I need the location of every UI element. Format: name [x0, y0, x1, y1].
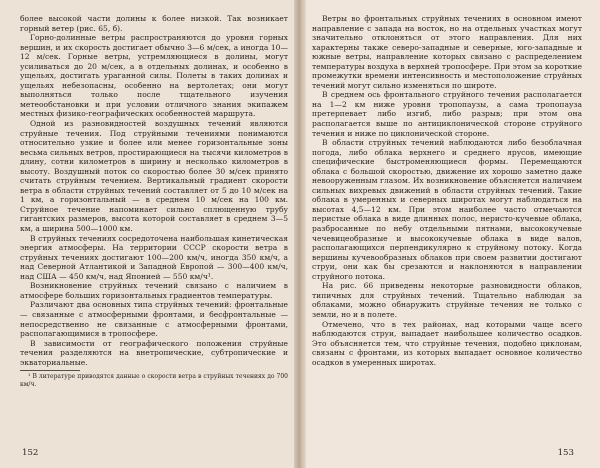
left-page-body [20, 14, 288, 388]
paragraph: Ветры во фронтальных струйных течениях в основном имеют направление с запада на восток, но на отдельных участках могут значительно отклоняться от этого направления. Для них характерны также северо-западные и северные, юго-западные и южные ветры, направление которых связано с распределением температуры воздуха в верхней тропосфере. При этом за короткие промежутки времени интенсивность и местоположение струйных течений могут сильно изменяться по широте. [312, 14, 582, 90]
page-number: 153 [557, 448, 574, 458]
paragraph: В области струйных течений наблюдаются либо безоблачная погода, либо облака верхнего и среднего ярусов, имеющие специфические быстроменяющиеся формы. Перемещаются облака с большой скоростью, движение их хорошо заметно даже невооруженным глазом. Их возникновение объясняется наличием сильных вихревых движений в области струйных течений. Такие облака в умеренных и северных широтах могут наблюдаться на высотах 4,5—12 км. При этом наиболее часто отмечаются перистые облака в виде длинных полос, неристо-кучевые облака, разбросанные по небу отдельными пятнами, высококучевые чечевицеобразные и высококучевые облака в виде валов, располагающихся перпендикулярно к струйному потоку. Когда вершины кучевообразных облаков при своем развитии достигают струи, они как бы срезаются и наклоняются в направлении струйного потока. [312, 138, 582, 281]
page-number: 152 [22, 448, 39, 458]
footnote: ¹ В литературе приводятся данные о скорости ветра в струйных течениях до 700 км/ч. [20, 373, 288, 388]
paragraph: В среднем ось фронтального струйного течения располагается на 1—2 км ниже уровня тропопаузы, а сама тропопауза претерпевает либо изгиб, либо разрыв; при этом она располагается выше по антициклонической стороне струйного течения и ниже по циклонической стороне. [312, 90, 582, 138]
paragraph: В струйных течениях сосредоточена наибольшая кинетическая энергия атмосферы. На территории СССР скорости ветра в струйных течениях достигают 100—200 км/ч, иногда 350 км/ч, а над Северной Атлантикой и Западной Европой — 300—400 км/ч, над США — 450 км/ч, над Японией — 550 км/ч¹. [20, 233, 288, 281]
paragraph: Отмечено, что в тех районах, над которыми чаще всего наблюдаются струи, выпадает наибольшее количество осадков. Это объясняется тем, что струйные течения, подобно циклонам, связаны с фронтами, из которых выпадает основное количество осадков в умеренных широтах. [312, 319, 582, 367]
paragraph: Возникновение струйных течений связано с наличием в атмосфере больших горизонтальных градиентов температуры. [20, 281, 288, 300]
paragraph: Горно-долинные ветры распространяются до уровня горных вершин, и их скорость достигает обычно 3—6 м/сек, а иногда 10—12 м/сек. Горные ветры, устремляющиеся в долины, могут усиливаться до 20 м/сек, а в отдельных долинах, и особенно в ущельях, достигать ураганной силы. Полеты в таких долинах и ущельях небезопасны, особенно на вертолетах; они могут выполняться только после тщательного изучения метеообстановки и при условии отличного знания экипажем местных физико-географических особенностей маршрута. [20, 33, 288, 119]
paragraph: Различают два основных типа струйных течений: фронтальные — связанные с атмосферными фронтами, и бесфронтальные — непосредственно не связанные с атмосферными фронтами, располагающимися в тропосфере. [20, 300, 288, 339]
footnote-rule [20, 370, 80, 371]
right-page [300, 0, 600, 468]
paragraph: более высокой части долины к более низкой. Так возникает горный ветер (рис. 65, б). [20, 14, 288, 33]
book-gutter [294, 0, 306, 468]
paragraph: На рис. 66 приведены некоторые разновидности облаков, типичных для струйных течений. Тщательно наблюдая за облаками, можно обнаружить струйные течения не только с земли, но и в полете. [312, 281, 582, 319]
paragraph: В зависимости от географического положения струйные течения разделяются на внетропические, субтропические и экваториальные. [20, 338, 288, 367]
paragraph: Одной из разновидностей воздушных течений являются струйные течения. Под струйными течениями понимаются относительно узкие и более или менее горизонтальные зоны весьма сильных ветров, простирающиеся на тысячи километров в длину, сотни километров в ширину и несколько километров в высоту. Воздушный поток со скоростью более 30 м/сек принято считать струйным течением. Вертикальный градиент скорости ветра в области струйных течений составляет от 5 до 10 м/сек на 1 км, а горизонтальный — в среднем 10 м/сек на 100 км. Струйное течение напоминает сильно сплющенную трубу гигантских размеров, высота которой составляет в среднем 3—5 км, а ширина 500—1000 км. [20, 119, 288, 234]
left-page [0, 0, 298, 468]
right-page-body [312, 14, 582, 367]
